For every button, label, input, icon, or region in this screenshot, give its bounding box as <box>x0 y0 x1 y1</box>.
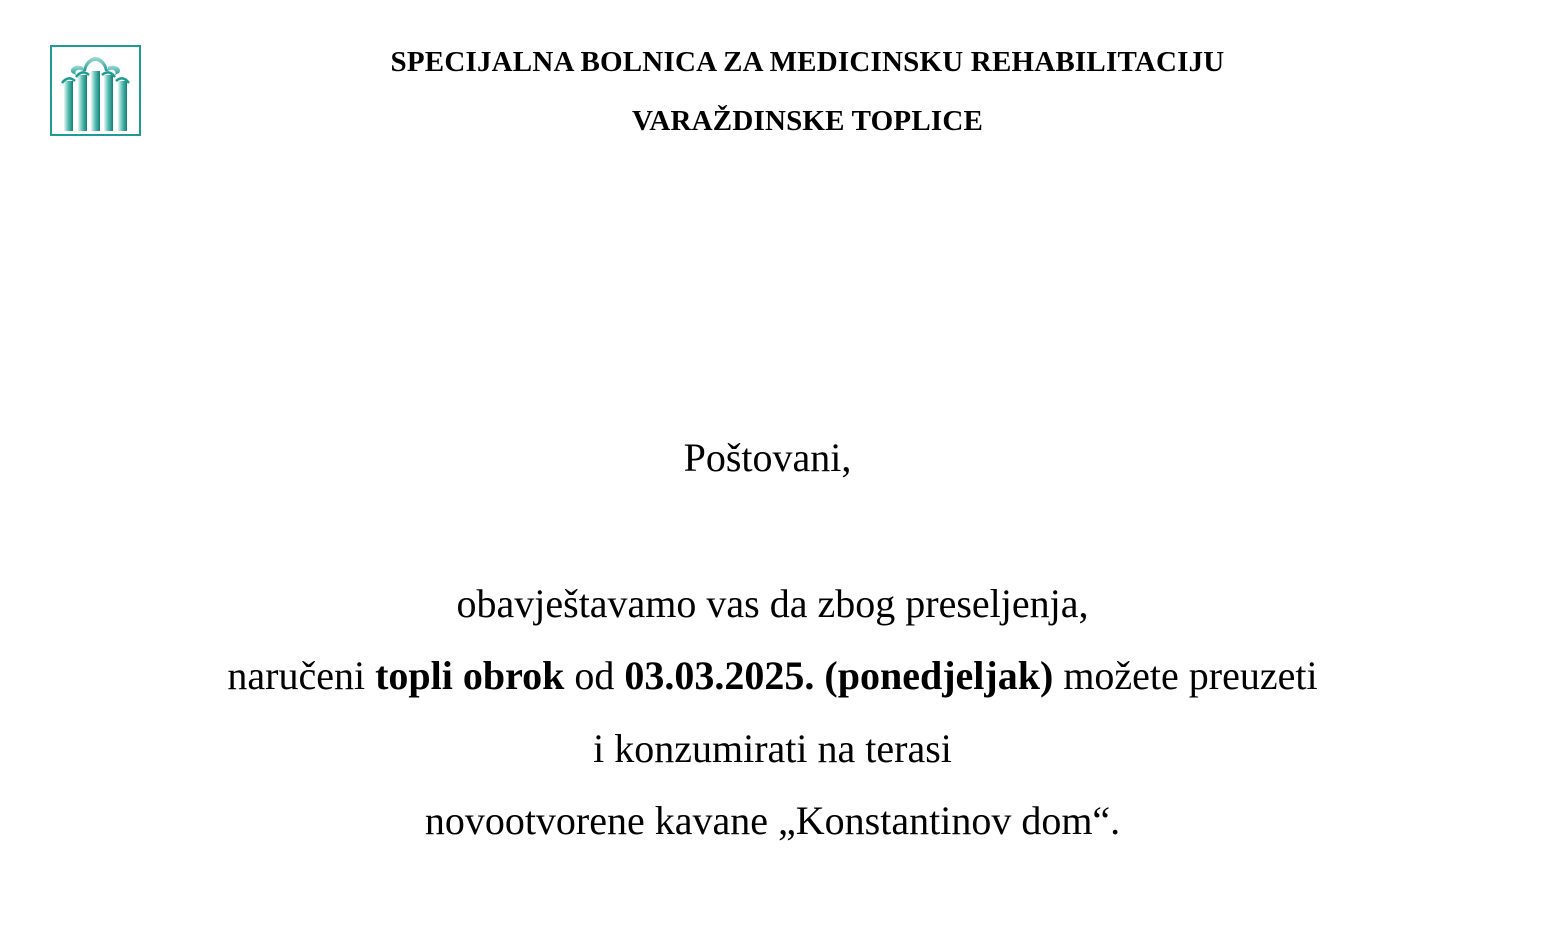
letter-line-3: i konzumirati na terasi <box>593 726 952 771</box>
date-emphasis: 03.03.2025. (ponedjeljak) <box>624 653 1054 698</box>
letter-line-2-text-3: možete preuzeti <box>1053 653 1318 698</box>
letter-greeting: Poštovani, <box>683 435 852 480</box>
hospital-name-line-2: VARAŽDINSKE TOPLICE <box>631 105 984 137</box>
meal-type-emphasis: topli obrok <box>375 653 565 698</box>
letter-line-1: obavještavamo vas da zbog preseljenja, <box>456 581 1089 626</box>
letter-line-2-text-1: naručeni <box>227 653 376 698</box>
letter-line-2-text-2: od <box>564 653 625 698</box>
hospital-name-line-1: SPECIJALNA BOLNICA ZA MEDICINSKU REHABILITACIJU <box>390 46 1225 78</box>
letter-line-4: novootvorene kavane „Konstantinov dom“. <box>424 798 1121 843</box>
letter-line-2 <box>0 652 1545 699</box>
